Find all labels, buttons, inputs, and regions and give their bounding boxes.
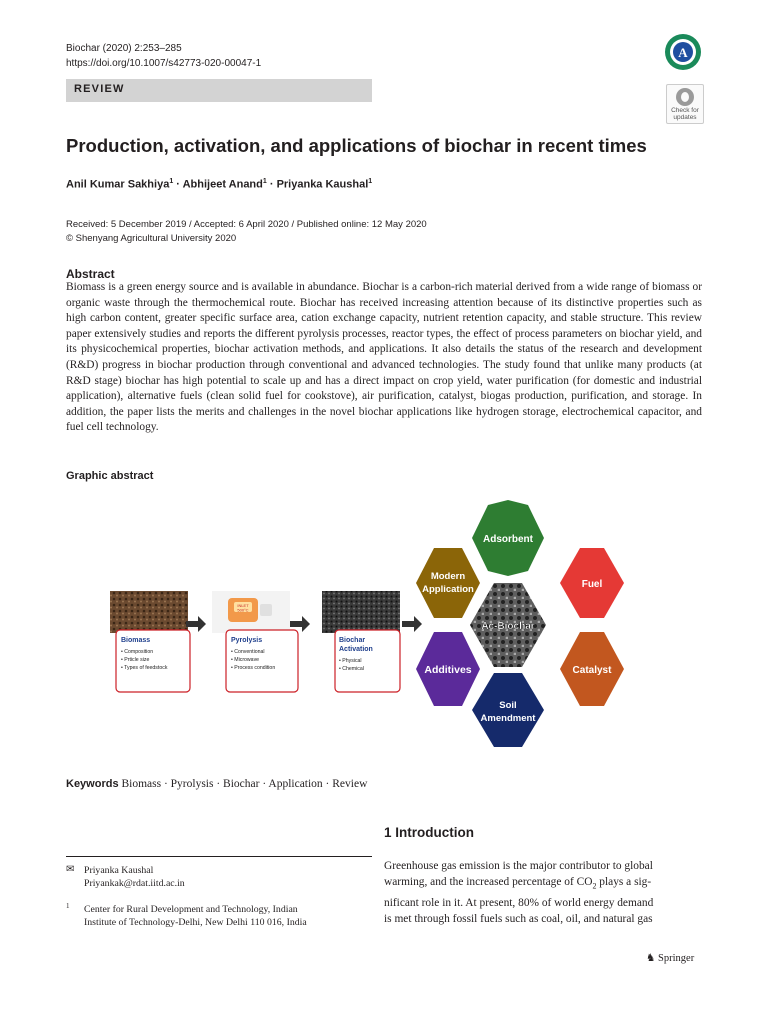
affiliation-marker: 1: [368, 178, 373, 185]
introduction-heading: 1 Introduction: [384, 825, 474, 840]
author-list: [66, 178, 372, 191]
springer-horse-icon: ♞: [646, 953, 656, 964]
biomass-bullet: • Types of feedstock: [121, 665, 168, 671]
doi-link[interactable]: https://doi.org/10.1007/s42773-020-00047-1: [66, 58, 262, 69]
check-for-updates-badge[interactable]: [666, 84, 704, 124]
check-updates-line1: Check for: [671, 107, 699, 114]
biomass-photo: [110, 591, 188, 633]
section-type-bar: [66, 79, 372, 102]
hex-catalyst-label: Catalyst: [572, 665, 612, 676]
journal-citation: [66, 41, 261, 71]
activation-title: Activation: [339, 646, 373, 653]
step-biomass: [110, 591, 190, 692]
publisher-name: Springer: [658, 953, 695, 964]
pyrolysis-bullet: • Conventional: [231, 649, 265, 655]
reactor-badge-line1: INLET: [237, 603, 249, 608]
intro-line: nificant role in it. At present, 80% of world energy demand: [384, 896, 654, 909]
applications-hex-cluster: [416, 500, 624, 747]
check-updates-line2: updates: [673, 114, 697, 121]
reactor-badge-line2: 500°C: [237, 607, 249, 613]
publisher-footer: [646, 952, 694, 964]
graphic-abstract-heading: Graphic abstract: [66, 470, 154, 482]
hex-ac-biochar-label: Ac-Biochar: [481, 621, 535, 632]
intro-line: warming, and the increased percentage of $CO_2$ plays a sig-: [384, 876, 652, 891]
corresponding-author: [84, 864, 185, 890]
affiliation-marker: 1: [169, 178, 174, 185]
hex-modern-label: Application: [422, 584, 474, 595]
author-name[interactable]: Abhijeet Anand: [182, 178, 263, 191]
affiliation-marker: 1: [262, 178, 267, 185]
intro-line: is met through fossil fuels such as coal, oil, and natural gas: [384, 912, 653, 925]
society-logo-icon: [664, 33, 702, 71]
step-pyrolysis: [212, 591, 298, 692]
graphic-abstract-figure: [100, 495, 680, 755]
publication-dates: [66, 218, 427, 246]
introduction-text: [384, 858, 702, 927]
biomass-bullet: • Prticle size: [121, 657, 150, 663]
co2-subscript: 2: [592, 881, 597, 891]
article-title: Production, activation, and applications of biochar in recent times: [66, 135, 647, 156]
contact-name: Priyanka Kaushal: [84, 865, 154, 876]
copyright: © Shenyang Agricultural University 2020: [66, 233, 237, 244]
svg-text:A: A: [678, 45, 688, 60]
author-name[interactable]: Priyanka Kaushal: [276, 178, 369, 191]
hex-soil-label: Amendment: [480, 713, 536, 724]
pyrolysis-title: Pyrolysis: [231, 637, 263, 644]
affiliation-line: Institute of Technology-Delhi, New Delhi 110 016, India: [84, 917, 307, 928]
section-type-label: REVIEW: [74, 83, 125, 95]
hex-additives-label: Additives: [424, 664, 472, 676]
abstract-text: Biomass is a green energy source and is available in abundance. Biochar is a carbon-rich material derived from a wide range of biomass or organic waste through the thermochemical route. Biochar has received increasing attention because of its distinctive properties such as high carbon content, greater specific surface area, cation exchange capacity, nutrient retention capacity, and stable structure. This review paper extensively studies and reports the different pyrolysis processes, reactor types, the effect of process parameters on biochar yield, and its physicochemical properties, biochar activation methods, and applications. It also details the status of the research and development (R&D) progress in biochar production through conventional and advanced technologies. The study found that unlike many products (at R&D stage) biochar has high potential to scale up and has a direct impact on crop yield, water purification (for domestic and industrial application), alternative fuels (clean solid fuel for cookstove), air purification, catalyst, biogas production, purification, and storage. In addition, the paper lists the merits and challenges in the novel biochar applications like hydrogen storage, electrochemical capacitor, and fuel cell technology.: [66, 281, 702, 434]
biochar-photo: [322, 591, 400, 633]
author-name[interactable]: Anil Kumar Sakhiya: [66, 178, 170, 191]
author-separator: ·: [173, 178, 183, 191]
intro-line: Greenhouse gas emission is the major contributor to global: [384, 860, 653, 872]
abstract-heading: Abstract: [66, 267, 115, 281]
hex-soil-label: Soil: [499, 700, 517, 711]
contact-email[interactable]: Priyankak@rdat.iitd.ac.in: [84, 878, 185, 889]
keywords-label: Keywords: [66, 778, 119, 790]
activation-title: Biochar: [339, 637, 366, 644]
step-activation: [322, 591, 400, 692]
affiliation-line: Center for Rural Development and Technology, Indian: [84, 904, 298, 915]
biomass-title: Biomass: [121, 637, 151, 644]
arrow-icon: [186, 616, 206, 632]
affiliation: [84, 903, 307, 929]
keywords-line: [66, 778, 367, 790]
arrow-icon: [402, 616, 422, 632]
hex-modern-application: [416, 548, 480, 618]
biomass-bullet: • Composition: [121, 649, 154, 655]
crossmark-icon: [676, 88, 694, 106]
footnote-divider: [66, 856, 372, 857]
history-dates: Received: 5 December 2019 / Accepted: 6 April 2020 / Published online: 12 May 2020: [66, 219, 427, 230]
pyrolysis-bullet: • Process condition: [231, 665, 276, 671]
journal-line: Biochar (2020) 2:253–285: [66, 43, 182, 54]
keywords-text: Biomass · Pyrolysis · Biochar · Application · Review: [121, 778, 368, 790]
hex-modern-label: Modern: [430, 571, 466, 582]
activation-bullet: • Physical: [339, 658, 362, 664]
hex-fuel-label: Fuel: [581, 579, 603, 590]
pyrolysis-bullet: • Microwave: [231, 657, 260, 663]
author-separator: ·: [266, 178, 277, 191]
hex-adsorbent-label: Adsorbent: [483, 534, 533, 545]
affiliation-number: 1: [66, 902, 70, 910]
activation-bullet: • Chemical: [339, 666, 364, 672]
envelope-icon: ✉: [66, 864, 75, 875]
